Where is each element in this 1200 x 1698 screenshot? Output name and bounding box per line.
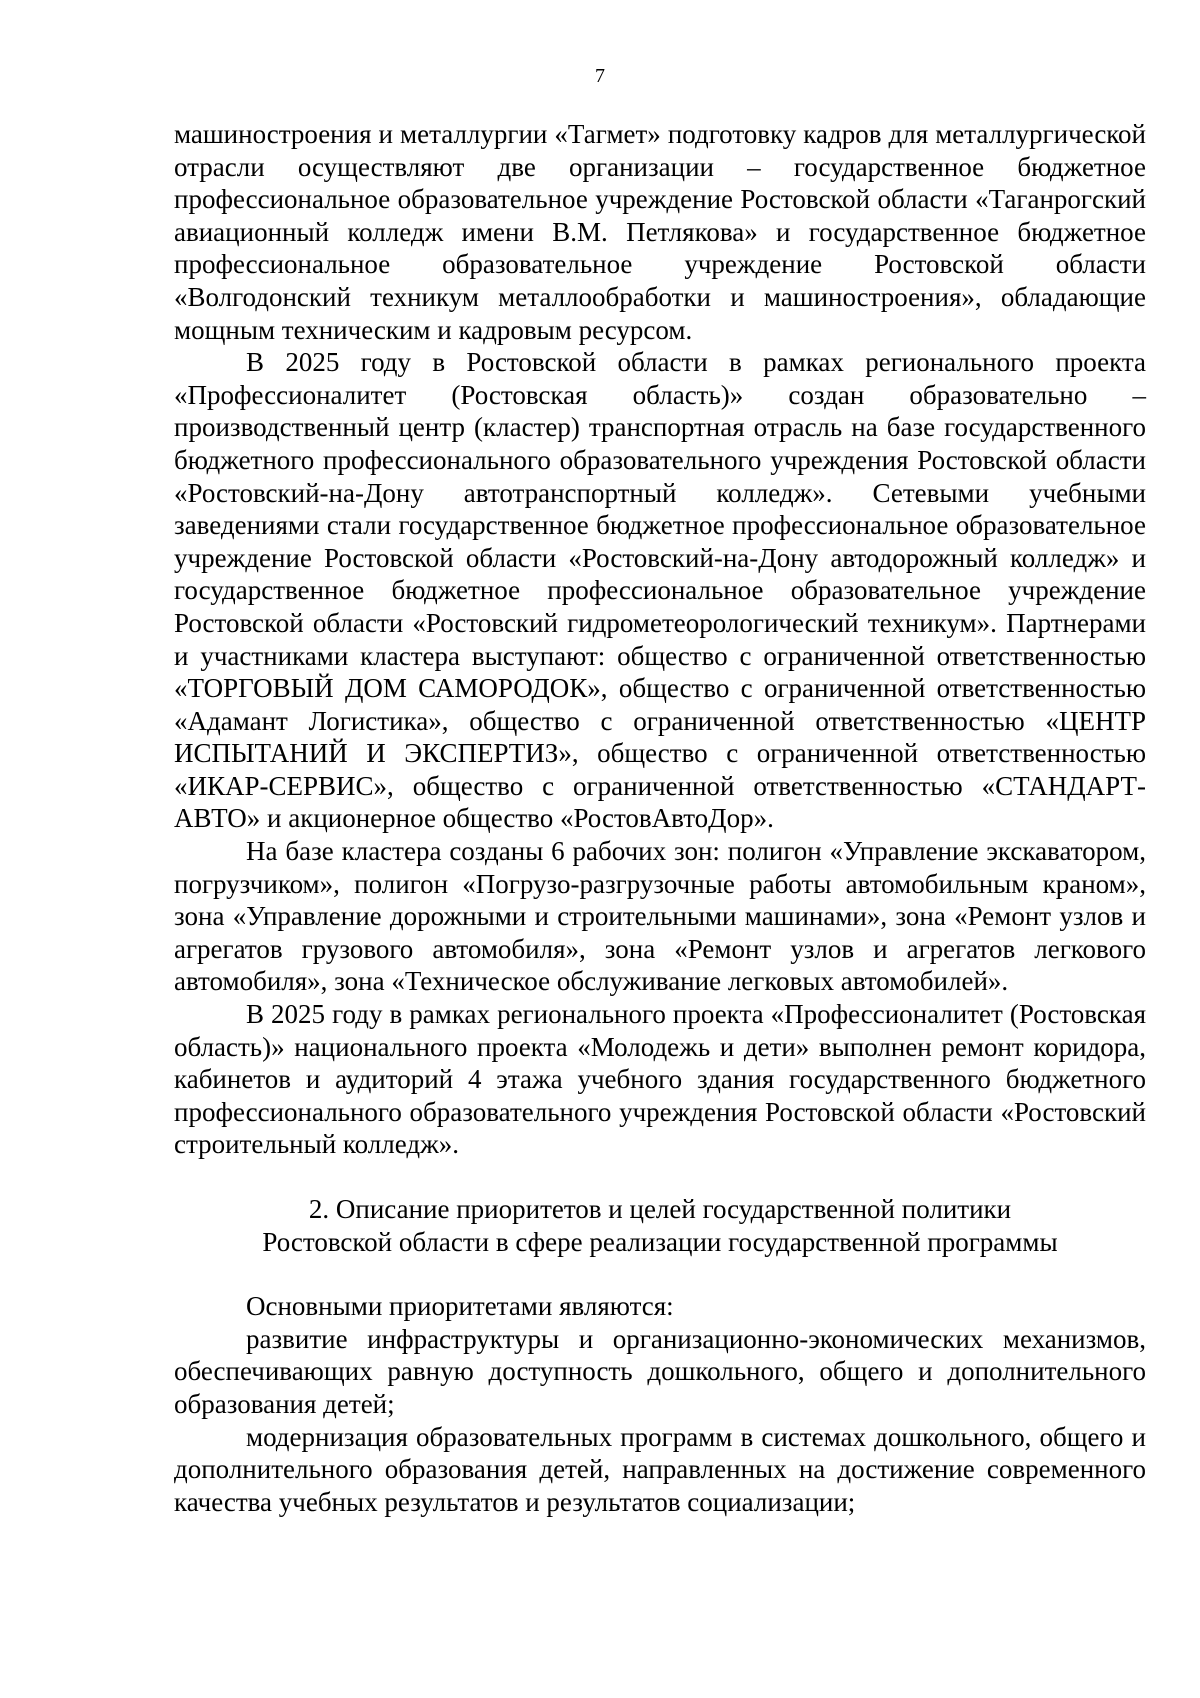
document-body [174, 118, 1146, 1518]
section-heading-line-1: 2. Описание приоритетов и целей государственной политики [308, 1194, 1012, 1224]
paragraph-work-zones: На базе кластера созданы 6 рабочих зон: полигон «Управление экскаватором, погрузчиком», полигон «Погрузо-разгрузочные работы автомобильным краном», зона «Управление дорожными и строительными машинами», зона «Ремонт узлов и агрегатов грузового автомобиля», зона «Ремонт узлов и агрегатов легкового автомобиля», зона «Техническое обслуживание легковых автомобилей». [174, 836, 1146, 997]
priority-item: модернизация образовательных программ в системах дошкольного, общего и дополнительного образования детей, направленных на достижение современного качества учебных результатов и результатов социализации; [174, 1421, 1146, 1517]
page-number: 7 [595, 65, 605, 87]
section-heading-line-2: Ростовской области в сфере реализации государственной программы [262, 1226, 1058, 1257]
paragraph-repair: В 2025 году в рамках регионального проекта «Профессионалитет (Ростовская область)» национального проекта «Молодежь и дети» выполнен ремонт коридора, кабинетов и аудиторий 4 этажа учебного здания государственного бюджетного профессионального образовательного учреждения Ростовской области «Ростовский строительный колледж». [174, 999, 1146, 1160]
paragraph-continuation: машиностроения и металлургии «Тагмет» подготовку кадров для металлургической отрасли осуществляют две организации – государственное бюджетное профессиональное образовательное учреждение Ростовской области «Таганрогский авиационный колледж имени В.М. Петлякова» и государственное бюджетное профессиональное образовательное учреждение Ростовской области «Волгодонский техникум металлообработки и машиностроения», обладающие мощным техническим и кадровым ресурсом. [174, 119, 1146, 345]
paragraph-cluster-creation: В 2025 году в Ростовской области в рамках регионального проекта «Профессионалитет (Ростовская область)» создан образовательно – производственный центр (кластер) транспортная отрасль на базе государственного бюджетного профессионального образовательного учреждения Ростовской области «Ростовский-на-Дону автотранспортный колледж». Сетевыми учебными заведениями стали государственное бюджетное профессиональное образовательное учреждение Ростовской области «Ростовский-на-Дону автодорожный колледж» и государственное бюджетное профессиональное образовательное учреждение Ростовской области «Ростовский гидрометеорологический техникум». Партнерами и участниками кластера выступают: общество с ограниченной ответственностью «ТОРГОВЫЙ ДОМ САМОРОДОК», общество с ограниченной ответственностью «Адамант Логистика», общество с ограниченной ответственностью «ЦЕНТР ИСПЫТАНИЙ И ЭКСПЕРТИЗ», общество с ограниченной ответственностью «ИКАР-СЕРВИС», общество с ограниченной ответственностью «СТАНДАРТ-АВТО» и акционерное общество «РостовАвтоДор». [174, 347, 1146, 834]
priorities-intro: Основными приоритетами являются: [246, 1291, 674, 1322]
section-heading [174, 1193, 1146, 1258]
priority-item: развитие инфраструктуры и организационно-экономических механизмов, обеспечивающих равную доступность дошкольного, общего и дополнительного образования детей; [174, 1323, 1146, 1419]
